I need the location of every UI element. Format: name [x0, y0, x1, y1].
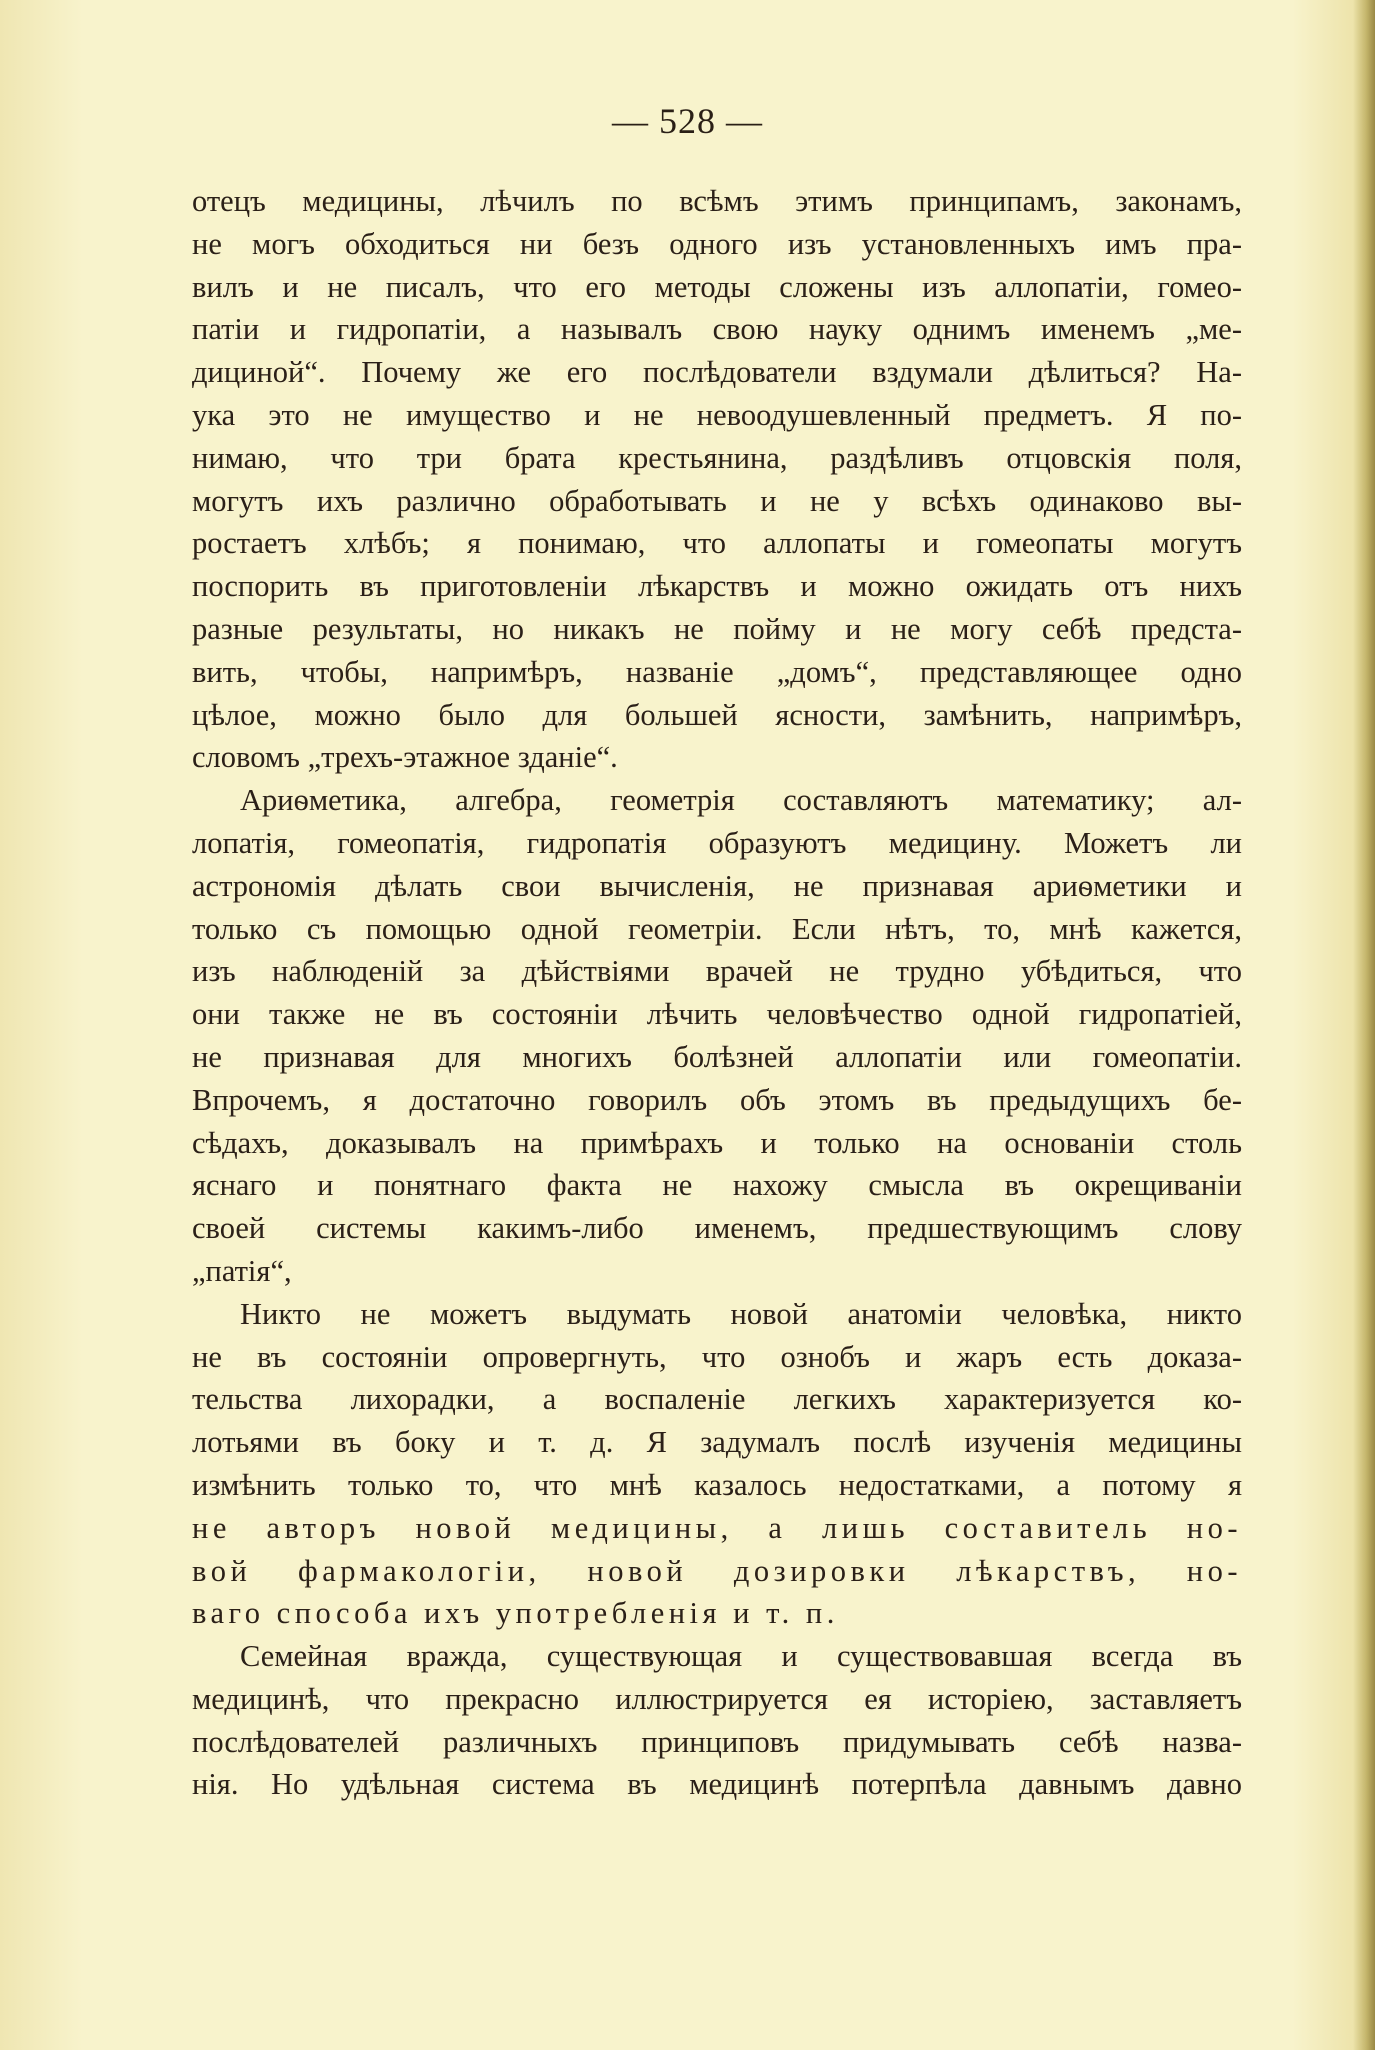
text-line: дициной“. Почему же его послѣдователи вздумали дѣлиться? На- — [192, 355, 1242, 390]
text-line: могутъ ихъ различно обработывать и не у всѣхъ одинаково вы- — [192, 483, 1242, 518]
text-line: „патія“, — [192, 1253, 292, 1288]
text-line: Впрочемъ, я достаточно говорилъ объ этомъ въ предыдущихъ бе- — [192, 1082, 1242, 1117]
page-number: — 528 — — [612, 101, 763, 141]
text-line: не могъ обходиться ни безъ одного изъ установленныхъ имъ пра- — [192, 226, 1242, 261]
text-line: отецъ медицины, лѣчилъ по всѣмъ этимъ принципамъ, законамъ, — [192, 184, 1242, 218]
text-line: не признавая для многихъ болѣзней аллопатіи или гомеопатіи. — [192, 1039, 1242, 1074]
text-line: разные результаты, но никакъ не пойму и не могу себѣ предста- — [192, 611, 1242, 646]
text-line: не въ состояніи опровергнуть, что ознобъ и жаръ есть доказа- — [192, 1339, 1242, 1374]
text-line: нимаю, что три брата крестьянина, раздѣливъ отцовскія поля, — [192, 440, 1242, 475]
text-line: послѣдователей различныхъ принциповъ придумывать себѣ назва- — [192, 1724, 1242, 1759]
text-line: сѣдахъ, доказывалъ на примѣрахъ и только на основаніи столь — [192, 1125, 1242, 1160]
page-edge — [1353, 0, 1375, 2050]
text-line: Семейная вражда, существующая и существовавшая всегда въ — [240, 1639, 1242, 1674]
text-line: поспорить въ приготовленіи лѣкарствъ и можно ожидать отъ нихъ — [192, 569, 1242, 604]
text-line: лотьями въ боку и т. д. Я задумалъ послѣ изученія медицины — [192, 1425, 1242, 1460]
text-line: изъ наблюденій за дѣйствіями врачей не трудно убѣдиться, что — [192, 954, 1242, 989]
text-line: ука это не имущество и не невоодушевленный предметъ. Я по- — [192, 397, 1242, 432]
text-line: астрономія дѣлать свои вычисленія, не признавая ариѳметики и — [192, 868, 1242, 903]
text-line: вить, чтобы, напримѣръ, названіе „домъ“, представляющее одно — [192, 654, 1242, 689]
text-line: только съ помощью одной геометріи. Если нѣтъ, то, мнѣ кажется, — [192, 911, 1242, 946]
text-line: Никто не можетъ выдумать новой анатоміи человѣка, никто — [240, 1296, 1242, 1331]
spaced-text-line: ваго способа ихъ употребленія и т. п. — [192, 1596, 839, 1631]
text-line: вилъ и не писалъ, что его методы сложены изъ аллопатіи, гомео- — [192, 269, 1242, 304]
text-line: ростаетъ хлѣбъ; я понимаю, что аллопаты и гомеопаты могутъ — [192, 526, 1242, 561]
text-line: своей системы какимъ-либо именемъ, предшествующимъ слову — [192, 1211, 1242, 1246]
paragraph — [192, 1635, 1242, 1806]
text-line: измѣнить только то, что мнѣ казалось недостатками, а потому я — [192, 1467, 1242, 1502]
text-line: лопатія, гомеопатія, гидропатія образуютъ медицину. Можетъ ли — [192, 825, 1242, 860]
text-line: Ариѳметика, алгебра, геометрія составляютъ математику; ал- — [240, 783, 1242, 818]
text-line: словомъ „трехъ-этажное зданіе“. — [192, 740, 618, 775]
text-line: нія. Но удѣльная система въ медицинѣ потерпѣла давнымъ давно — [192, 1767, 1242, 1802]
body-text — [192, 180, 1242, 1806]
spaced-text-line: не авторъ новой медицины, а лишь составитель но- — [192, 1510, 1242, 1545]
text-line: яснаго и понятнаго факта не нахожу смысла въ окрещиваніи — [192, 1168, 1242, 1203]
text-line: тельства лихорадки, а воспаленіе легкихъ характеризуется ко- — [192, 1382, 1242, 1417]
paragraph — [192, 180, 1242, 779]
text-line: они также не въ состояніи лѣчить человѣчество одной гидропатіей, — [192, 997, 1242, 1032]
text-line: патіи и гидропатіи, а называлъ свою науку однимъ именемъ „ме- — [192, 312, 1242, 347]
text-line: медицинѣ, что прекрасно иллюстрируется ея исторіею, заставляетъ — [192, 1681, 1242, 1716]
text-line: цѣлое, можно было для большей ясности, замѣнить, напримѣръ, — [192, 697, 1242, 732]
paragraph — [192, 1293, 1242, 1635]
spaced-text-line: вой фармакологіи, новой дозировки лѣкарствъ, но- — [192, 1553, 1242, 1588]
paragraph — [192, 779, 1242, 1293]
